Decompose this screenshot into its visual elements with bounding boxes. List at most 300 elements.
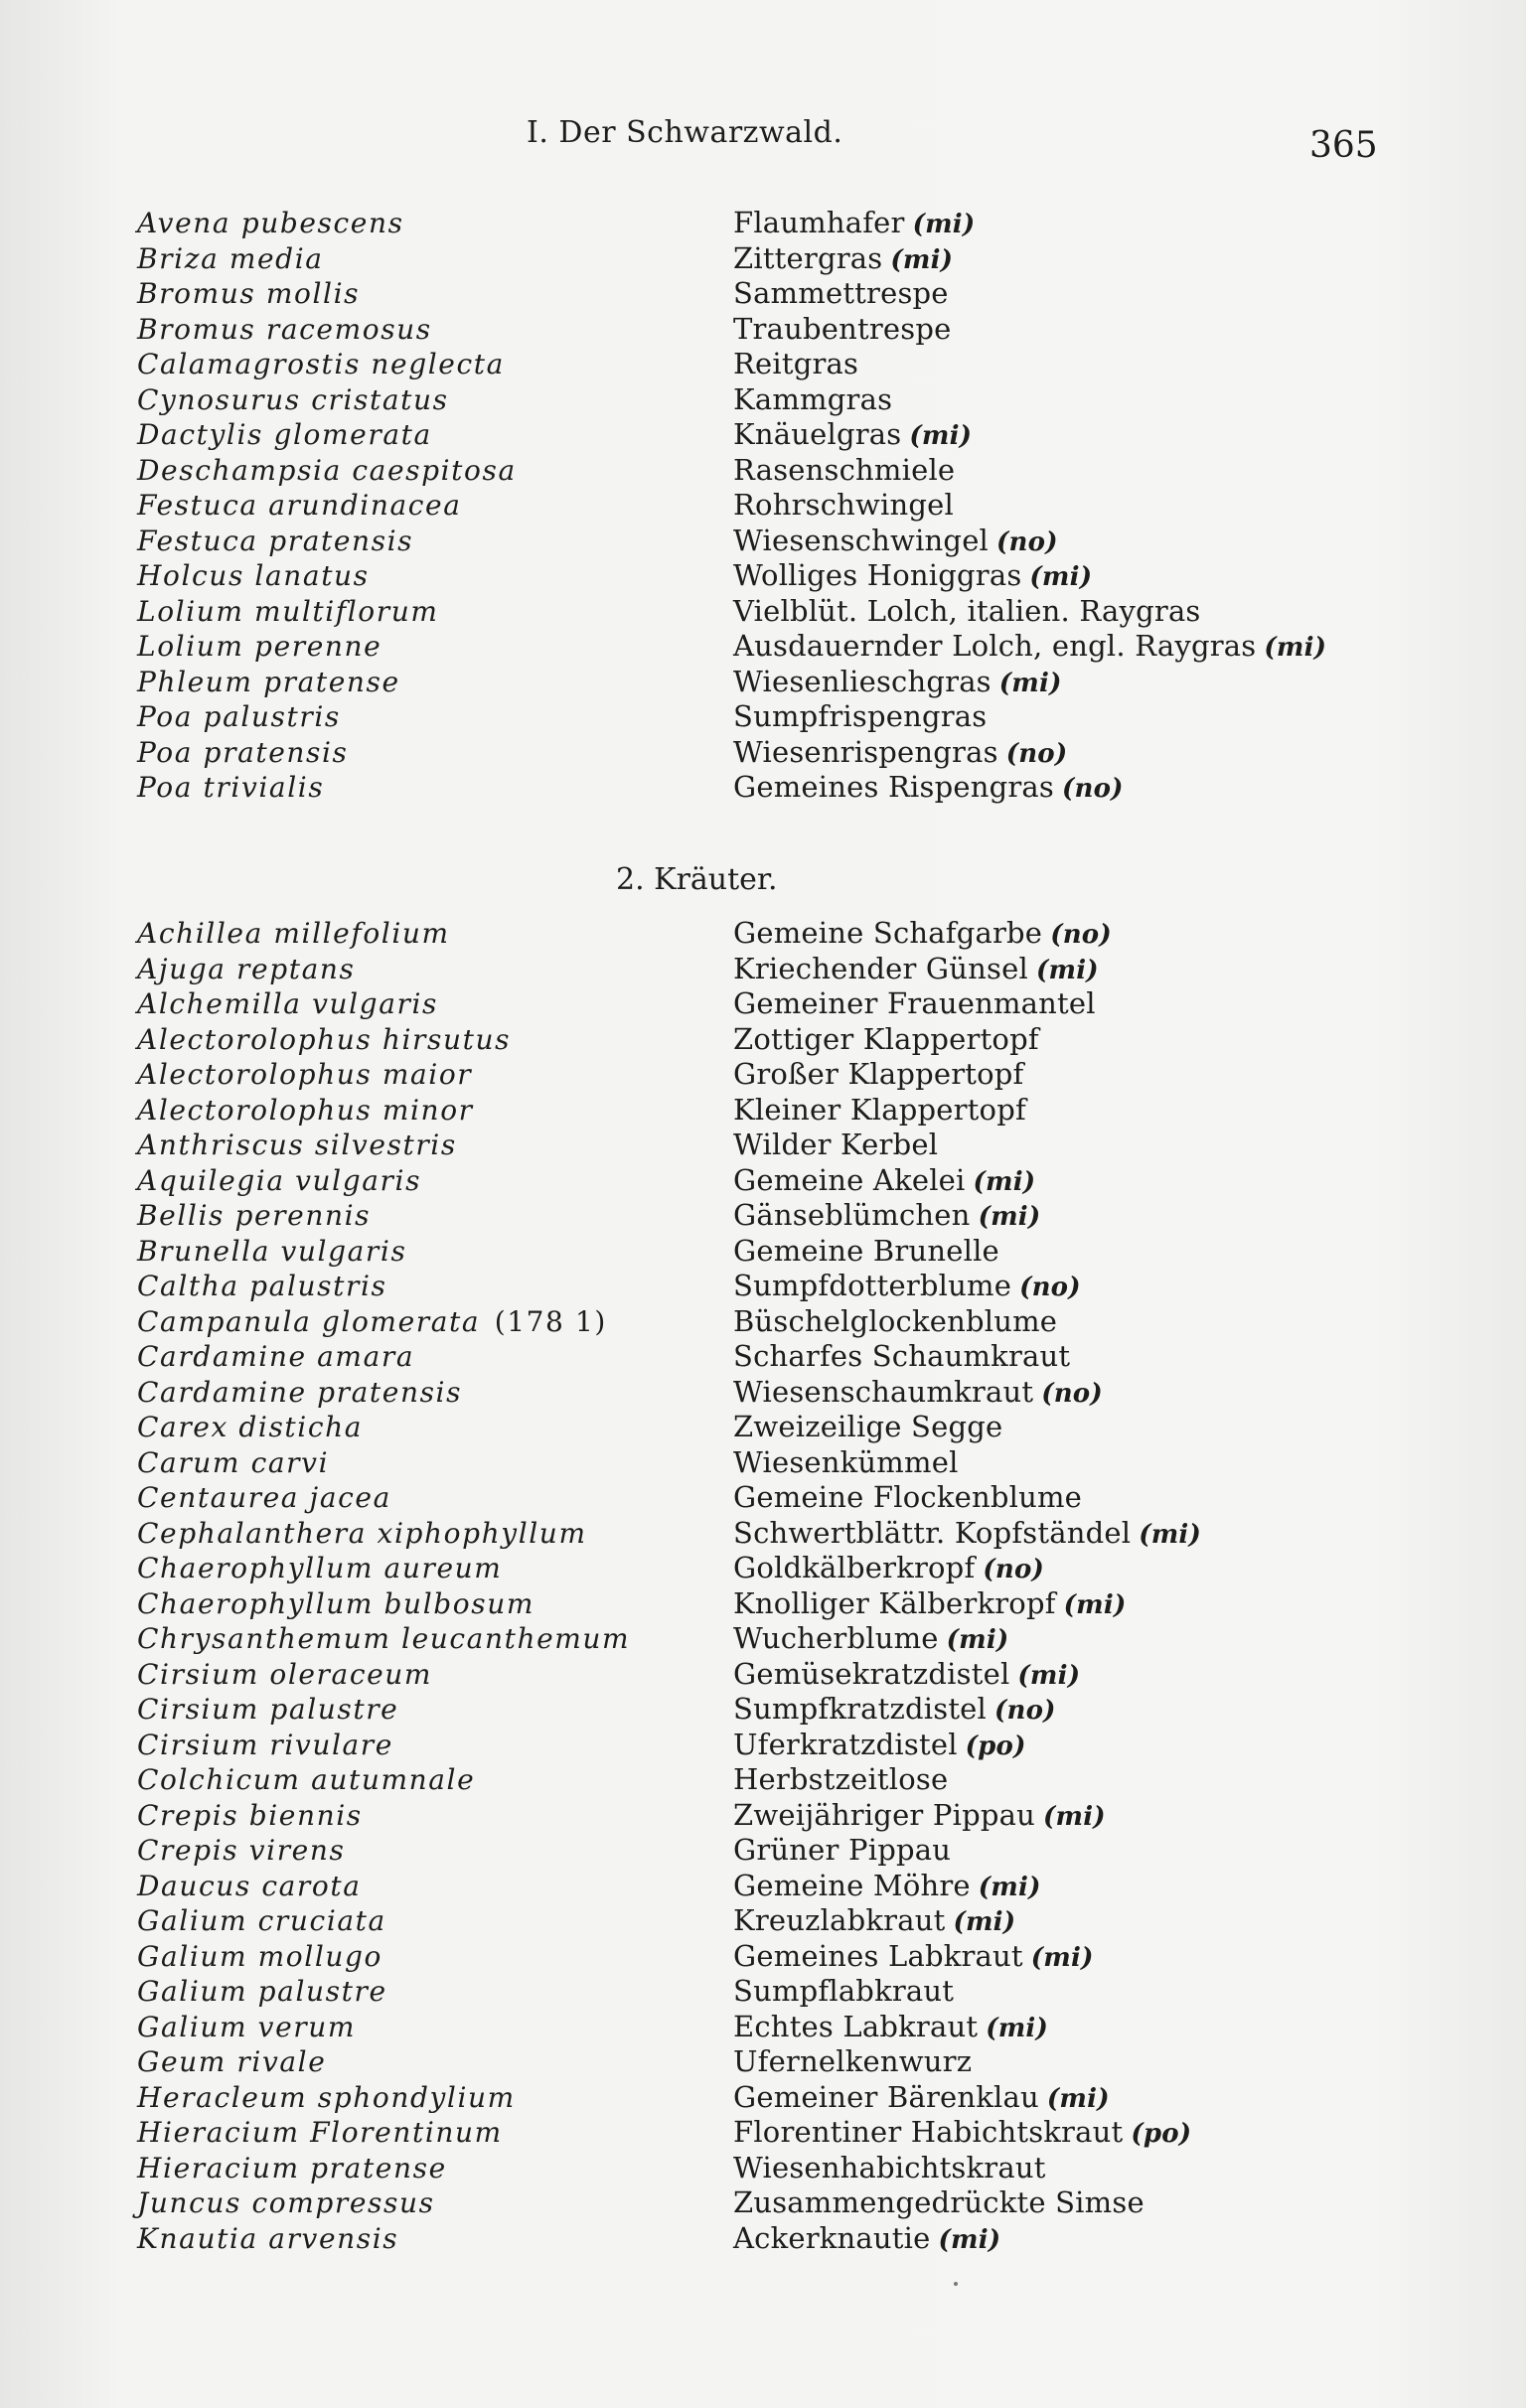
german-name bbox=[733, 347, 858, 382]
plant-entry bbox=[137, 347, 1389, 382]
german-name-text: Wiesenrispengras bbox=[733, 734, 998, 769]
german-name-text: Gemeine Möhre bbox=[733, 1868, 971, 1902]
latin-name-text: Bellis perennis bbox=[137, 1199, 372, 1232]
german-name bbox=[733, 986, 1096, 1022]
plant-entry bbox=[137, 276, 1389, 312]
grasses-list bbox=[137, 206, 1389, 806]
german-name-text: Zottiger Klappertopf bbox=[733, 1021, 1039, 1056]
german-name-text: Rohrschwingel bbox=[733, 488, 955, 522]
latin-name-text: Crepis virens bbox=[137, 1834, 346, 1867]
german-name bbox=[733, 417, 972, 455]
occurrence-note: (no) bbox=[1062, 774, 1124, 804]
latin-name bbox=[137, 665, 400, 700]
plant-entry bbox=[137, 1234, 1389, 1270]
plant-entry bbox=[137, 1869, 1389, 1904]
german-name bbox=[733, 2010, 1048, 2047]
latin-name-text: Carex disticha bbox=[137, 1411, 364, 1443]
latin-name bbox=[137, 276, 360, 312]
latin-name-text: Crepis biennis bbox=[137, 1798, 363, 1832]
german-name bbox=[733, 1339, 1070, 1375]
plant-entry bbox=[137, 1269, 1389, 1304]
latin-name bbox=[137, 1974, 387, 2010]
german-name bbox=[733, 1692, 1056, 1730]
latin-name bbox=[137, 453, 517, 489]
german-name bbox=[733, 1163, 1035, 1201]
german-name-text: Wiesenkümmel bbox=[733, 1444, 959, 1479]
latin-name bbox=[137, 735, 349, 771]
latin-name-text: Campanula glomerata bbox=[137, 1304, 481, 1338]
plant-entry bbox=[137, 1375, 1389, 1411]
plant-entry bbox=[137, 1163, 1389, 1199]
plant-entry bbox=[137, 1974, 1389, 2010]
latin-name bbox=[137, 699, 341, 735]
plant-entry bbox=[137, 2080, 1389, 2116]
plant-entry bbox=[137, 206, 1389, 241]
occurrence-note: (mi) bbox=[909, 421, 973, 451]
german-name bbox=[733, 1728, 1026, 1765]
plant-entry bbox=[137, 241, 1389, 277]
german-name-text: Grüner Pippau bbox=[733, 1833, 952, 1867]
german-name bbox=[733, 276, 949, 312]
plant-entry bbox=[137, 699, 1389, 735]
german-name bbox=[733, 952, 1099, 989]
german-name bbox=[733, 699, 987, 735]
latin-name-text: Galium cruciata bbox=[137, 1904, 386, 1937]
german-name-text: Herbstzeitlose bbox=[733, 1762, 949, 1796]
german-name-text: Knäuelgras bbox=[733, 417, 902, 451]
latin-name bbox=[137, 2115, 503, 2151]
plant-entry bbox=[137, 2010, 1389, 2045]
german-name-text: Zweijähriger Pippau bbox=[733, 1797, 1035, 1832]
latin-name bbox=[137, 1304, 607, 1340]
occurrence-note: (mi) bbox=[973, 1166, 1036, 1197]
plant-entry bbox=[137, 488, 1389, 524]
occurrence-note: (mi) bbox=[938, 2224, 1001, 2255]
occurrence-note: (mi) bbox=[1030, 1942, 1094, 1973]
latin-name bbox=[137, 1375, 462, 1411]
latin-name-text: Alectorolophus maior bbox=[137, 1058, 473, 1091]
plant-entry bbox=[137, 1128, 1389, 1163]
german-name bbox=[733, 1974, 954, 2010]
latin-name bbox=[137, 1234, 406, 1270]
german-name-text: Kleiner Klappertopf bbox=[733, 1092, 1026, 1127]
latin-name bbox=[137, 770, 324, 806]
occurrence-note: (mi) bbox=[986, 2013, 1048, 2043]
plant-entry bbox=[137, 1339, 1389, 1375]
occurrence-note: (no) bbox=[994, 1696, 1056, 1726]
latin-name bbox=[137, 1339, 414, 1375]
occurrence-note: (mi) bbox=[946, 1625, 1009, 1655]
german-name bbox=[733, 1057, 1024, 1093]
german-name-text: Wiesenlieschgras bbox=[733, 664, 992, 698]
german-name-text: Großer Klappertopf bbox=[733, 1057, 1024, 1091]
german-name-text: Vielblüt. Lolch, italien. Raygras bbox=[733, 593, 1201, 628]
german-name-text: Kreuzlabkraut bbox=[733, 1903, 946, 1937]
latin-name-text: Cardamine pratensis bbox=[137, 1375, 463, 1409]
latin-name bbox=[137, 1480, 391, 1516]
occurrence-note: (mi) bbox=[1017, 1660, 1081, 1691]
latin-name bbox=[137, 1869, 362, 1904]
latin-name-text: Avena pubescens bbox=[137, 207, 404, 239]
latin-name-text: Cephalanthera xiphophyllum bbox=[137, 1516, 587, 1550]
german-name-text: Gemeine Flockenblume bbox=[733, 1480, 1083, 1514]
latin-name-text: Festuca arundinacea bbox=[137, 489, 462, 522]
plant-entry bbox=[137, 453, 1389, 489]
page-number: 365 bbox=[1309, 125, 1378, 166]
plant-entry bbox=[137, 1692, 1389, 1728]
latin-name-text: Chaerophyllum bulbosum bbox=[137, 1586, 534, 1620]
german-name bbox=[733, 524, 1058, 561]
german-name-text: Gemeine Schafgarbe bbox=[733, 916, 1043, 950]
german-name-text: Gemeines Rispengras bbox=[733, 770, 1054, 804]
latin-name-text: Caltha palustris bbox=[137, 1270, 387, 1302]
german-name bbox=[733, 1480, 1082, 1516]
herbs-list bbox=[137, 916, 1389, 2256]
latin-name-text: Bromus racemosus bbox=[137, 312, 432, 346]
latin-name-text: Deschampsia caespitosa bbox=[137, 453, 517, 487]
latin-name-text: Knautia arvensis bbox=[137, 2221, 399, 2255]
latin-name bbox=[137, 1022, 511, 1058]
latin-name bbox=[137, 1939, 382, 1975]
latin-name bbox=[137, 524, 413, 559]
plant-entry bbox=[137, 2151, 1389, 2186]
german-name-text: Reitgras bbox=[733, 347, 859, 380]
german-name bbox=[733, 770, 1124, 808]
german-name-text: Flaumhafer bbox=[733, 206, 905, 239]
german-name bbox=[733, 2115, 1191, 2153]
plant-entry bbox=[137, 665, 1389, 700]
german-name bbox=[733, 1939, 1094, 1977]
plant-entry bbox=[137, 1057, 1389, 1093]
plant-entry bbox=[137, 770, 1389, 806]
occurrence-note: (mi) bbox=[953, 1907, 1016, 1937]
occurrence-note: (mi) bbox=[1029, 562, 1093, 592]
occurrence-note: (mi) bbox=[890, 244, 954, 275]
latin-name bbox=[137, 1163, 421, 1199]
german-name bbox=[733, 488, 954, 524]
german-name bbox=[733, 665, 1062, 702]
german-name-text: Wolliges Honiggras bbox=[733, 558, 1022, 592]
german-name-text: Rasenschmiele bbox=[733, 452, 956, 487]
latin-name-text: Cirsium oleraceum bbox=[137, 1657, 433, 1691]
german-name bbox=[733, 735, 1067, 773]
german-name-text: Uferkratzdistel bbox=[733, 1727, 958, 1761]
latin-name bbox=[137, 241, 324, 277]
german-name-text: Sumpfdotterblume bbox=[733, 1269, 1012, 1302]
occurrence-note: (po) bbox=[965, 1731, 1026, 1761]
latin-name bbox=[137, 1798, 363, 1834]
german-name-text: Zittergras bbox=[733, 240, 883, 275]
latin-name bbox=[137, 382, 449, 418]
latin-name-text: Holcus lanatus bbox=[137, 559, 370, 592]
plant-entry bbox=[137, 1586, 1389, 1622]
latin-name bbox=[137, 206, 404, 241]
latin-name-text: Cirsium rivulare bbox=[137, 1728, 393, 1761]
plant-entry bbox=[137, 1445, 1389, 1481]
german-name-text: Sumpfrispengras bbox=[733, 699, 988, 733]
latin-name bbox=[137, 488, 462, 524]
german-name bbox=[733, 1022, 1039, 1058]
german-name-text: Gemüsekratzdistel bbox=[733, 1656, 1010, 1691]
german-name bbox=[733, 629, 1326, 667]
german-name-text: Schwertblättr. Kopfständel bbox=[733, 1515, 1132, 1550]
latin-name bbox=[137, 986, 438, 1022]
latin-name-text: Calamagrostis neglecta bbox=[137, 348, 505, 380]
plant-entry bbox=[137, 1304, 1389, 1340]
latin-name-text: Carum carvi bbox=[137, 1445, 330, 1479]
latin-name-text: Cirsium palustre bbox=[137, 1693, 399, 1726]
plant-entry bbox=[137, 1798, 1389, 1834]
plant-entry bbox=[137, 735, 1389, 771]
occurrence-note: (mi) bbox=[912, 210, 976, 239]
latin-name bbox=[137, 629, 382, 665]
latin-name bbox=[137, 2080, 516, 2116]
german-name-text: Florentiner Habichtskraut bbox=[733, 2115, 1124, 2149]
german-name-text: Wucherblume bbox=[733, 1621, 939, 1655]
latin-name-text: Lolium multiflorum bbox=[137, 594, 439, 628]
plant-entry bbox=[137, 1762, 1389, 1798]
german-name-text: Traubentrespe bbox=[733, 311, 952, 346]
german-name bbox=[733, 1516, 1201, 1554]
latin-name bbox=[137, 1057, 472, 1093]
latin-name-text: Festuca pratensis bbox=[137, 524, 414, 557]
latin-name-text: Geum rivale bbox=[137, 2045, 327, 2078]
german-name-text: Büschelglockenblume bbox=[733, 1303, 1058, 1338]
german-name-text: Kammgras bbox=[733, 381, 893, 416]
latin-name-text: Poa palustris bbox=[137, 700, 341, 733]
latin-name-text: Juncus compressus bbox=[137, 2186, 435, 2219]
german-name bbox=[733, 1375, 1103, 1413]
german-name bbox=[733, 1198, 1040, 1236]
plant-entry bbox=[137, 1022, 1389, 1058]
latin-name bbox=[137, 1833, 345, 1869]
figure-reference: (178 1) bbox=[494, 1304, 607, 1338]
german-name bbox=[733, 1798, 1106, 1836]
german-name bbox=[733, 1304, 1057, 1340]
latin-name-text: Poa trivialis bbox=[137, 771, 325, 804]
plant-entry bbox=[137, 1657, 1389, 1693]
latin-name bbox=[137, 312, 432, 348]
german-name bbox=[733, 1445, 959, 1481]
german-name-text: Ackerknautie bbox=[733, 2220, 931, 2255]
occurrence-note: (mi) bbox=[1046, 2083, 1110, 2114]
latin-name-text: Cynosurus cristatus bbox=[137, 382, 449, 416]
latin-name-text: Daucus carota bbox=[137, 1869, 362, 1902]
occurrence-note: (po) bbox=[1131, 2119, 1192, 2149]
german-name bbox=[733, 382, 892, 418]
german-name-text: Wilder Kerbel bbox=[733, 1128, 939, 1161]
latin-name-text: Heracleum sphondylium bbox=[137, 2080, 516, 2114]
occurrence-note: (no) bbox=[996, 527, 1058, 557]
plant-entry bbox=[137, 1480, 1389, 1516]
german-name-text: Gemeine Akelei bbox=[733, 1162, 966, 1197]
occurrence-note: (no) bbox=[1041, 1378, 1103, 1409]
plant-entry bbox=[137, 417, 1389, 453]
occurrence-note: (mi) bbox=[1264, 633, 1327, 663]
latin-name-text: Aquilegia vulgaris bbox=[137, 1163, 422, 1197]
latin-name bbox=[137, 417, 432, 453]
german-name bbox=[733, 1903, 1015, 1941]
occurrence-note: (mi) bbox=[1043, 1801, 1106, 1832]
german-name bbox=[733, 453, 955, 489]
latin-name bbox=[137, 1410, 363, 1445]
german-name-text: Sumpflabkraut bbox=[733, 1974, 955, 2008]
plant-entry bbox=[137, 986, 1389, 1022]
latin-name-text: Ajuga reptans bbox=[137, 952, 356, 985]
latin-name-text: Phleum pratense bbox=[137, 665, 400, 698]
plant-entry bbox=[137, 1621, 1389, 1657]
plant-entry bbox=[137, 1410, 1389, 1445]
german-name-text: Gemeiner Bärenklau bbox=[733, 2079, 1039, 2114]
german-name bbox=[733, 1093, 1026, 1129]
latin-name bbox=[137, 1621, 630, 1657]
latin-name-text: Hieracium Florentinum bbox=[137, 2116, 503, 2149]
latin-name bbox=[137, 1198, 371, 1234]
latin-name-text: Anthriscus silvestris bbox=[137, 1129, 457, 1161]
latin-name bbox=[137, 594, 439, 630]
plant-entry bbox=[137, 916, 1389, 952]
latin-name-text: Galium mollugo bbox=[137, 1939, 382, 1973]
latin-name-text: Briza media bbox=[137, 241, 324, 275]
plant-entry bbox=[137, 312, 1389, 348]
german-name-text: Gänseblümchen bbox=[733, 1198, 971, 1232]
german-name-text: Zweizeilige Segge bbox=[733, 1410, 1003, 1443]
plant-entry bbox=[137, 629, 1389, 665]
occurrence-note: (mi) bbox=[998, 668, 1062, 698]
plant-entry bbox=[137, 2044, 1389, 2080]
latin-name bbox=[137, 2151, 447, 2186]
german-name bbox=[733, 312, 951, 348]
german-name bbox=[733, 1833, 951, 1869]
occurrence-note: (no) bbox=[1019, 1273, 1081, 1302]
german-name-text: Kriechender Günsel bbox=[733, 951, 1028, 985]
latin-name bbox=[137, 1657, 432, 1693]
german-name bbox=[733, 1657, 1080, 1695]
german-name bbox=[733, 1621, 1008, 1659]
running-head: I. Der Schwarzwald. bbox=[527, 115, 843, 150]
latin-name-text: Alchemilla vulgaris bbox=[137, 987, 439, 1020]
latin-name-text: Colchicum autumnale bbox=[137, 1763, 476, 1796]
plant-entry bbox=[137, 1093, 1389, 1129]
german-name-text: Gemeines Labkraut bbox=[733, 1938, 1023, 1973]
latin-name bbox=[137, 916, 450, 952]
latin-name-text: Dactylis glomerata bbox=[137, 418, 432, 451]
print-speck bbox=[954, 2282, 958, 2286]
latin-name-text: Hieracium pratense bbox=[137, 2151, 447, 2184]
latin-name bbox=[137, 1093, 474, 1129]
german-name-text: Sumpfkratzdistel bbox=[733, 1692, 988, 1726]
plant-entry bbox=[137, 952, 1389, 987]
german-name-text: Ufernelkenwurz bbox=[733, 2044, 973, 2078]
german-name bbox=[733, 241, 953, 279]
latin-name bbox=[137, 1762, 475, 1798]
german-name bbox=[733, 2185, 1144, 2221]
german-name-text: Wiesenschaumkraut bbox=[733, 1374, 1034, 1409]
latin-name-text: Chrysanthemum leucanthemum bbox=[137, 1622, 631, 1655]
german-name bbox=[733, 1551, 1044, 1588]
latin-name bbox=[137, 1586, 534, 1622]
german-name-text: Gemeiner Frauenmantel bbox=[733, 986, 1096, 1020]
latin-name bbox=[137, 1551, 502, 1586]
latin-name bbox=[137, 347, 505, 382]
german-name-text: Zusammengedrückte Simse bbox=[733, 2185, 1144, 2219]
plant-entry bbox=[137, 1198, 1389, 1234]
german-name bbox=[733, 558, 1092, 596]
german-name bbox=[733, 594, 1201, 630]
latin-name bbox=[137, 2221, 398, 2257]
plant-entry bbox=[137, 1939, 1389, 1975]
latin-name bbox=[137, 1728, 393, 1763]
latin-name bbox=[137, 1128, 457, 1163]
german-name bbox=[733, 1234, 999, 1270]
german-name-text: Scharfes Schaumkraut bbox=[733, 1339, 1071, 1373]
plant-entry bbox=[137, 1833, 1389, 1869]
plant-entry bbox=[137, 2185, 1389, 2221]
latin-name-text: Alectorolophus minor bbox=[137, 1093, 474, 1127]
plant-entry bbox=[137, 594, 1389, 630]
plant-entry bbox=[137, 1551, 1389, 1586]
latin-name-text: Brunella vulgaris bbox=[137, 1234, 407, 1268]
latin-name-text: Bromus mollis bbox=[137, 277, 361, 310]
occurrence-note: (no) bbox=[983, 1555, 1045, 1584]
latin-name bbox=[137, 1903, 386, 1939]
latin-name-text: Galium palustre bbox=[137, 1975, 387, 2008]
german-name-text: Echtes Labkraut bbox=[733, 2009, 979, 2043]
occurrence-note: (mi) bbox=[1035, 955, 1099, 985]
latin-name bbox=[137, 1445, 329, 1481]
plant-entry bbox=[137, 1516, 1389, 1552]
occurrence-note: (mi) bbox=[978, 1872, 1041, 1902]
latin-name-text: Lolium perenne bbox=[137, 630, 382, 663]
latin-name-text: Chaerophyllum aureum bbox=[137, 1552, 503, 1584]
plant-entry bbox=[137, 1728, 1389, 1763]
latin-name-text: Galium verum bbox=[137, 2010, 357, 2043]
latin-name bbox=[137, 2044, 326, 2080]
german-name-text: Goldkälberkropf bbox=[733, 1551, 976, 1584]
latin-name bbox=[137, 558, 370, 594]
german-name-text: Gemeine Brunelle bbox=[733, 1233, 999, 1268]
german-name-text: Knolliger Kälberkropf bbox=[733, 1585, 1056, 1620]
german-name-text: Wiesenhabichtskraut bbox=[733, 2150, 1046, 2184]
latin-name-text: Cardamine amara bbox=[137, 1340, 415, 1373]
occurrence-note: (mi) bbox=[978, 1202, 1041, 1232]
german-name bbox=[733, 1269, 1081, 1306]
german-name bbox=[733, 2080, 1110, 2118]
plant-entry bbox=[137, 2115, 1389, 2151]
occurrence-note: (no) bbox=[1005, 738, 1068, 769]
latin-name-text: Alectorolophus hirsutus bbox=[137, 1022, 512, 1056]
latin-name bbox=[137, 2185, 435, 2221]
german-name-text: Wiesenschwingel bbox=[733, 523, 990, 557]
german-name bbox=[733, 916, 1112, 954]
latin-name-text: Centaurea jacea bbox=[137, 1481, 391, 1514]
latin-name-text: Achillea millefolium bbox=[137, 917, 450, 950]
plant-entry bbox=[137, 1903, 1389, 1939]
german-name-text: Sammettrespe bbox=[733, 276, 949, 310]
german-name bbox=[733, 2151, 1046, 2186]
section-heading-herbs: 2. Kräuter. bbox=[616, 862, 778, 897]
latin-name-text: Poa pratensis bbox=[137, 735, 349, 769]
occurrence-note: (mi) bbox=[1063, 1589, 1127, 1620]
german-name bbox=[733, 2044, 972, 2080]
latin-name bbox=[137, 2010, 356, 2045]
latin-name bbox=[137, 1269, 387, 1304]
german-name bbox=[733, 1128, 938, 1163]
plant-entry bbox=[137, 524, 1389, 559]
plant-entry bbox=[137, 382, 1389, 418]
plant-entry bbox=[137, 558, 1389, 594]
german-name bbox=[733, 1762, 948, 1798]
